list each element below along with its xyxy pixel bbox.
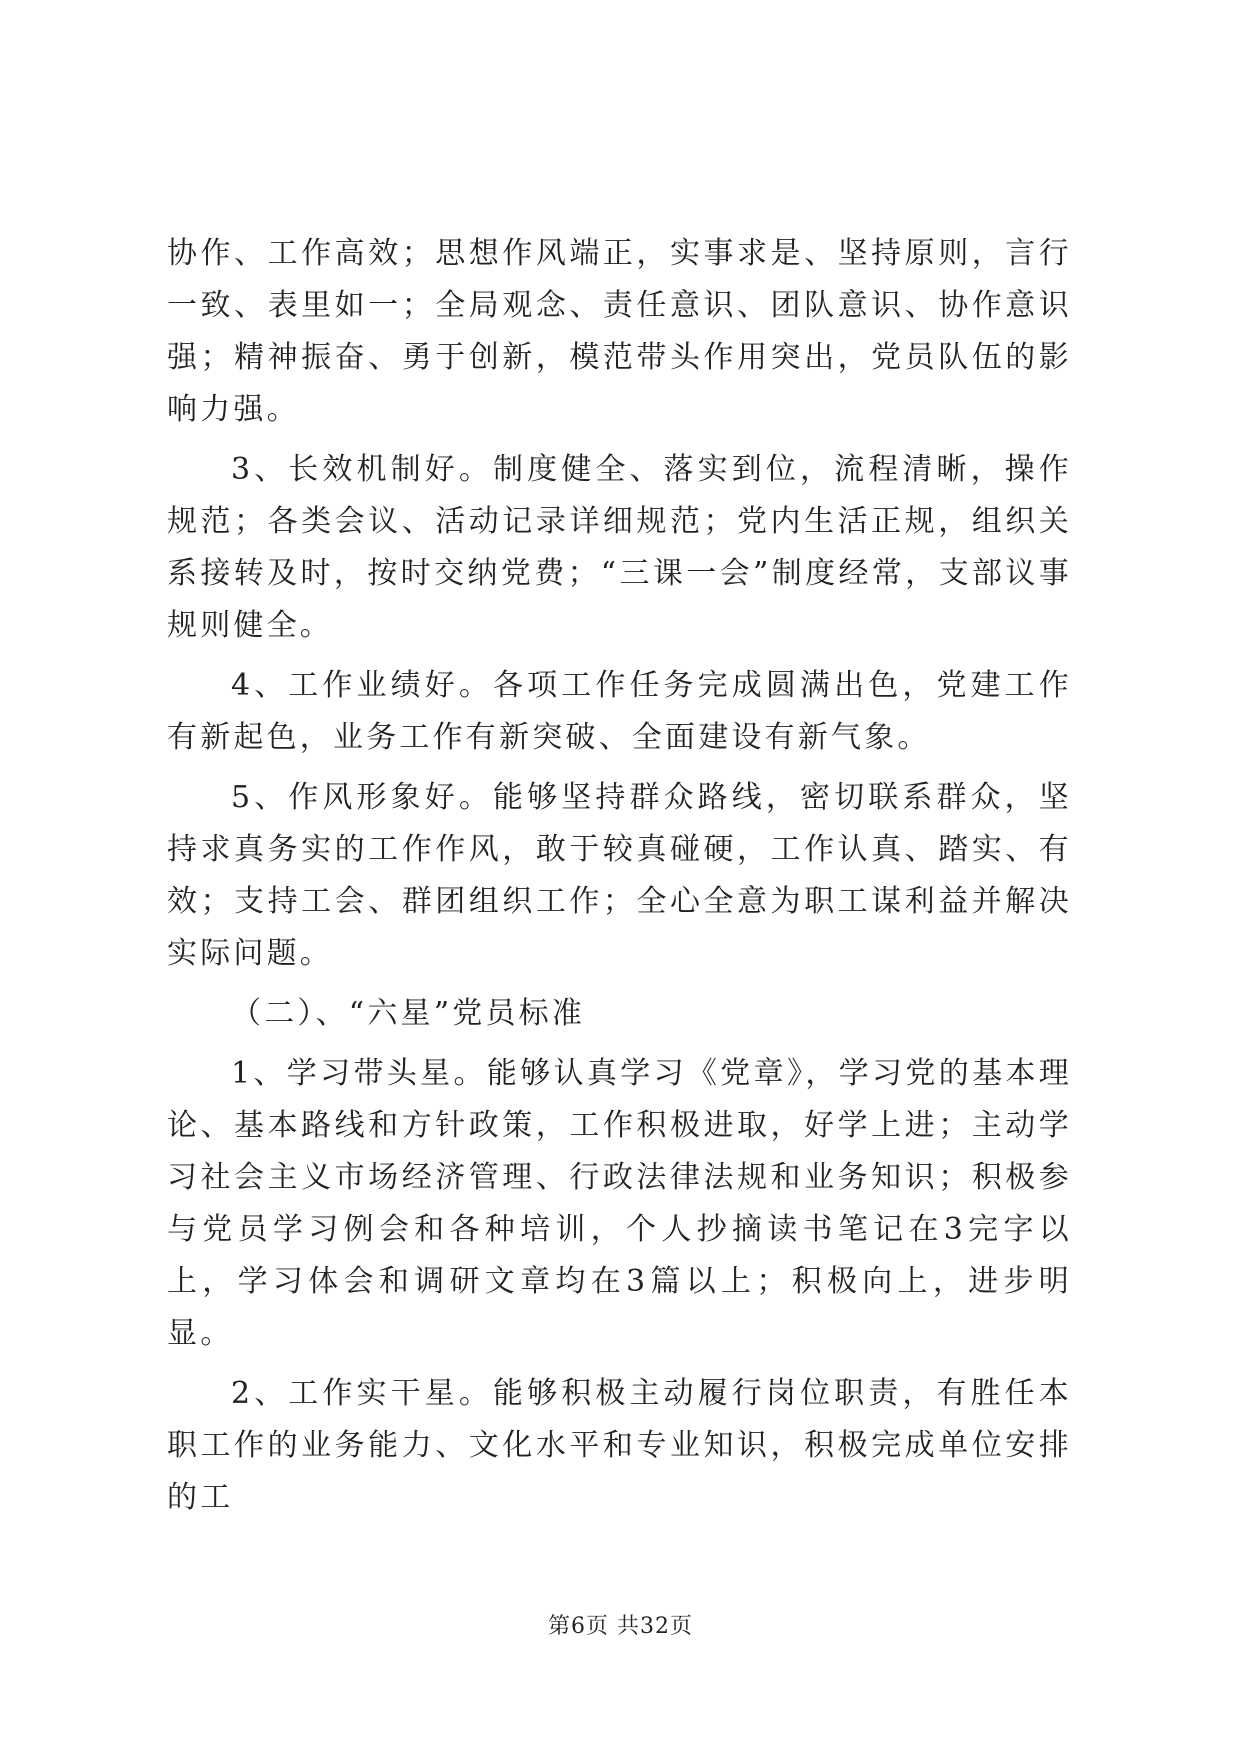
paragraph-star-1: 1、学习带头星。能够认真学习《党章》，学习党的基本理论、基本路线和方针政策，工作积极进取，好学上进；主动学习社会主义市场经济管理、行政法律法规和业务知识；积极参与党员学习例会和各种培训，个人抄摘读书笔记在3完字以上，学习体会和调研文章均在3篇以上；积极向上，进步明显。 <box>167 1056 1072 1351</box>
paragraph-item-5: 5、作风形象好。能够坚持群众路线，密切联系群众，坚持求真务实的工作作风，敢于较真碰硬，工作认真、踏实、有效；支持工会、群团组织工作；全心全意为职工谋利益并解决实际问题。 <box>167 780 1072 971</box>
paragraph-star-2: 2、工作实干星。能够积极主动履行岗位职责，有胜任本职工作的业务能力、文化水平和专业知识，积极完成单位安排的工 <box>167 1376 1072 1515</box>
section-heading: （二）、“六星”党员标准 <box>231 996 586 1031</box>
paragraph-item-4: 4、工作业绩好。各项工作任务完成圆满出色，党建工作有新起色，业务工作有新突破、全面建设有新气象。 <box>167 668 1072 755</box>
document-body <box>167 228 1072 1532</box>
paragraph-continuation: 协作、工作高效；思想作风端正，实事求是、坚持原则，言行一致、表里如一；全局观念、责任意识、团队意识、协作意识强；精神振奋、勇于创新，模范带头作用突出，党员队伍的影响力强。 <box>167 236 1072 427</box>
paragraph-item-3: 3、长效机制好。制度健全、落实到位，流程清晰，操作规范；各类会议、活动记录详细规范；党内生活正规，组织关系接转及时，按时交纳党费；“三课一会”制度经常，支部议事规则健全。 <box>167 452 1072 643</box>
page-footer: 第6页 共32页 <box>548 1614 693 1639</box>
